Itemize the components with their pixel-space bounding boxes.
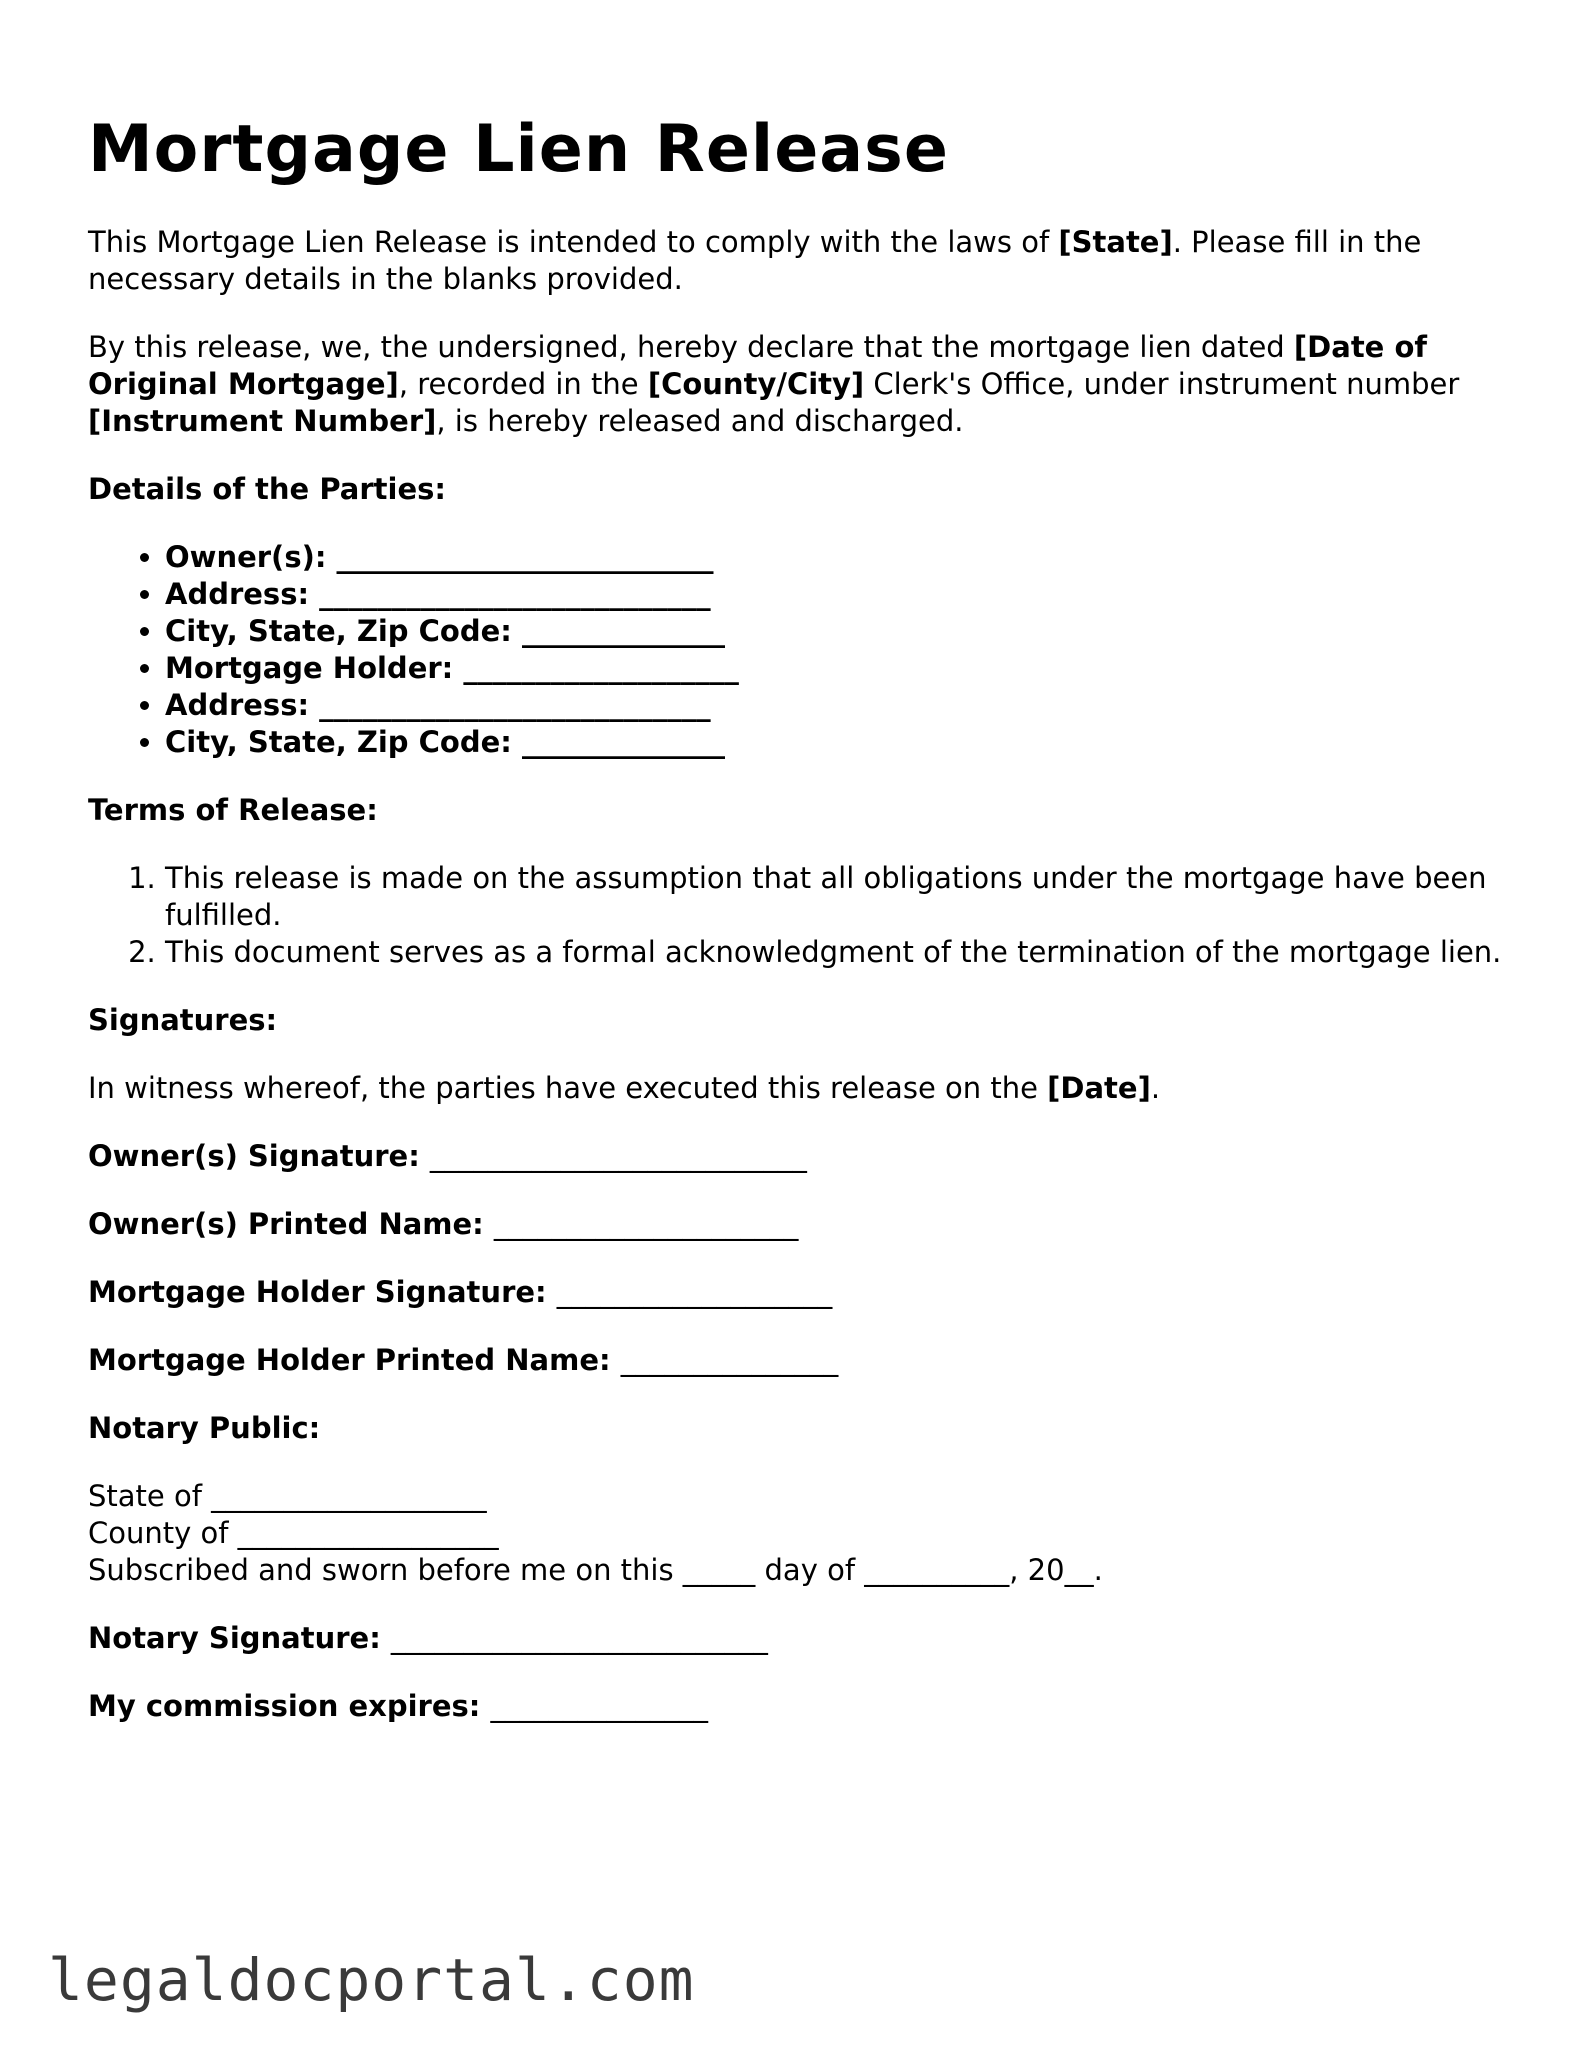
term-item-1: 1. This release is made on the assumption that all obligations under the mortgage have been fulfilled. [165, 860, 1508, 934]
owner-signature-blank: __________________________ [429, 1139, 807, 1173]
commission-expires-line [88, 1688, 1508, 1725]
terms-heading: Terms of Release: [88, 793, 378, 827]
holder-signature-line [88, 1274, 1508, 1311]
document-title: Mortgage Lien Release [88, 112, 949, 187]
owner-city-state-zip-label: City, State, Zip Code: [165, 614, 522, 648]
owner-address-label: Address: [165, 577, 320, 611]
intro-text-2: . Please fill in the necessary details in the blanks provided. [88, 225, 1422, 296]
state-placeholder: [State] [1058, 225, 1173, 259]
holder-printed-name-line [88, 1342, 1508, 1379]
notary-sworn-line: Subscribed and sworn before me on this _____ day of __________, 20__. [88, 1553, 1103, 1587]
term-item-2: 2. This document serves as a formal acknowledgment of the termination of the mortgage lien. [165, 934, 1508, 971]
mortgage-holder-label: Mortgage Holder: [165, 651, 464, 685]
instrument-number-placeholder: [Instrument Number] [88, 404, 437, 438]
holder-signature-label: Mortgage Holder Signature: [88, 1275, 557, 1309]
execution-date-placeholder: [Date] [1047, 1071, 1151, 1105]
document-page [88, 110, 1508, 1756]
holder-printed-name-blank: _______________ [620, 1343, 839, 1377]
owners-blank: __________________________ [336, 540, 714, 574]
notary-signature-blank: __________________________ [390, 1621, 768, 1655]
intro-paragraph [88, 224, 1508, 298]
release-paragraph [88, 329, 1508, 440]
owner-city-state-zip-blank: ______________ [521, 614, 725, 648]
county-city-placeholder: [County/City] [647, 367, 865, 401]
holder-printed-name-label: Mortgage Holder Printed Name: [88, 1343, 621, 1377]
notary-block [88, 1478, 1508, 1589]
notary-signature-label: Notary Signature: [88, 1621, 391, 1655]
release-text-2: , recorded in the [398, 367, 648, 401]
witness-text-1: In witness whereof, the parties have executed this release on the [88, 1071, 1048, 1105]
release-text-1: By this release, we, the undersigned, hereby declare that the mortgage lien dated [88, 330, 1294, 364]
notary-signature-line [88, 1620, 1508, 1657]
owner-printed-name-line [88, 1206, 1508, 1243]
witness-text-2: . [1150, 1071, 1161, 1105]
terms-list [88, 860, 1508, 971]
notary-heading: Notary Public: [88, 1411, 321, 1445]
release-text-4: , is hereby released and discharged. [436, 404, 964, 438]
holder-address-label: Address: [165, 688, 320, 722]
notary-state-line: State of ___________________ [88, 1479, 487, 1513]
owner-printed-name-blank: _____________________ [493, 1207, 799, 1241]
owner-printed-name-label: Owner(s) Printed Name: [88, 1207, 494, 1241]
signatures-heading: Signatures: [88, 1003, 278, 1037]
notary-county-line: County of __________________ [88, 1516, 499, 1550]
parties-list [88, 539, 1508, 761]
release-text-3: Clerk's Office, under instrument number [864, 367, 1460, 401]
holder-city-state-zip-label: City, State, Zip Code: [165, 725, 522, 759]
original-mortgage-date-placeholder: [Date of Original Mortgage] [88, 330, 1427, 401]
list-item-holder-city-state-zip [165, 724, 1508, 761]
holder-signature-blank: ___________________ [556, 1275, 833, 1309]
owner-signature-label: Owner(s) Signature: [88, 1139, 430, 1173]
list-item-holder-address [165, 687, 1508, 724]
list-item-owner-city-state-zip [165, 613, 1508, 650]
owner-signature-line [88, 1138, 1508, 1175]
holder-address-blank: ___________________________ [319, 688, 711, 722]
list-item-mortgage-holder [165, 650, 1508, 687]
commission-expires-blank: _______________ [490, 1689, 708, 1723]
mortgage-holder-blank: ___________________ [463, 651, 739, 685]
commission-expires-label: My commission expires: [88, 1689, 491, 1723]
owner-address-blank: ___________________________ [319, 577, 711, 611]
parties-heading: Details of the Parties: [88, 472, 446, 506]
site-watermark: legaldocportal.com [48, 1946, 695, 2014]
list-item-owners [165, 539, 1508, 576]
holder-city-state-zip-blank: ______________ [521, 725, 725, 759]
intro-text-1: This Mortgage Lien Release is intended to comply with the laws of [88, 225, 1059, 259]
list-item-owner-address [165, 576, 1508, 613]
owners-label: Owner(s): [165, 540, 337, 574]
witness-paragraph [88, 1070, 1508, 1107]
